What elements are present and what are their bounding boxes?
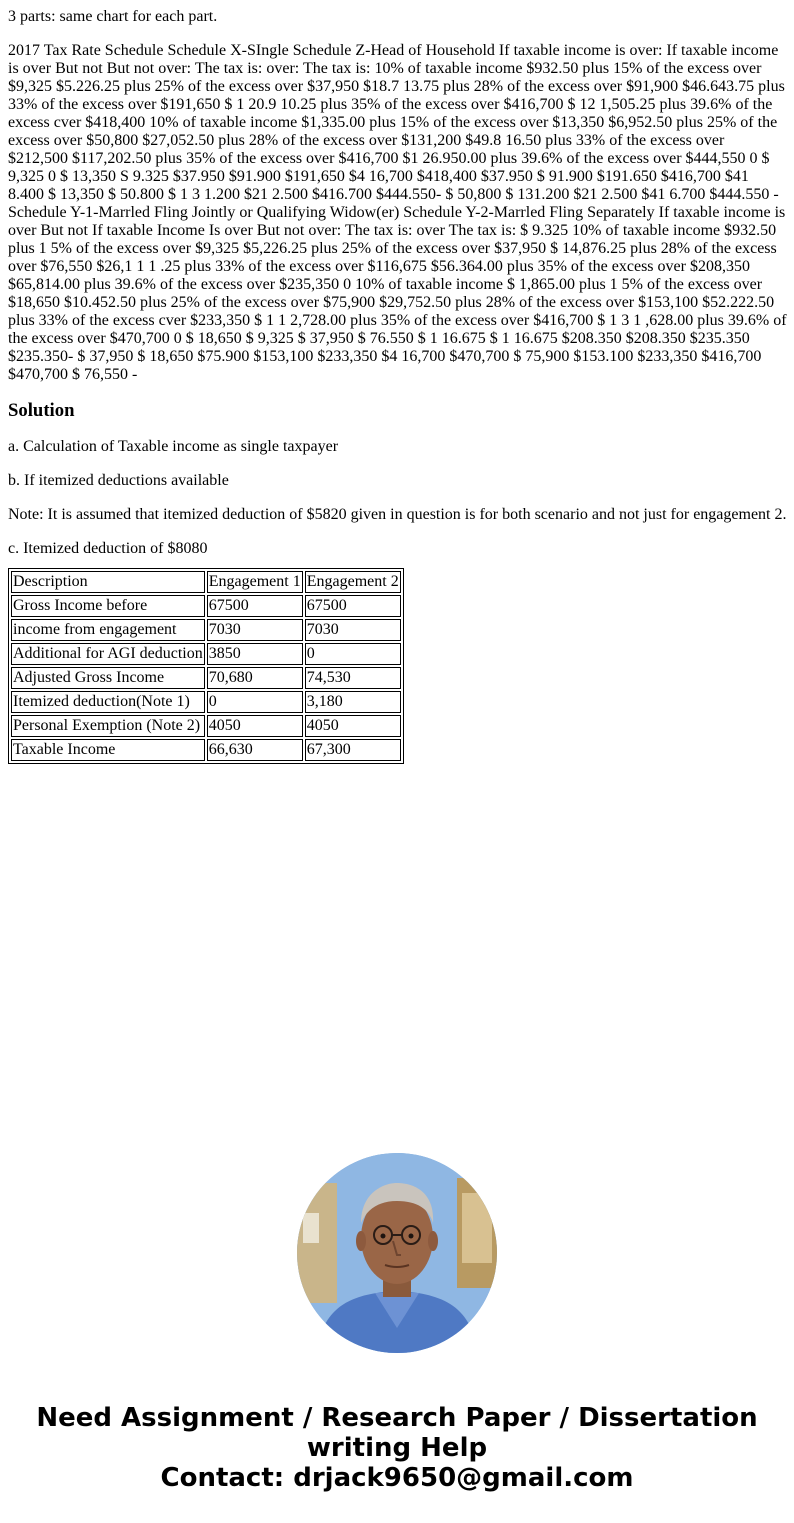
question-intro: 3 parts: same chart for each part. [8,8,218,25]
tutor-portrait-image [297,1153,497,1353]
solution-heading: Solution [8,400,75,421]
table-cell: 4050 [305,715,401,737]
table-cell: 67,300 [305,739,401,761]
table-row [11,595,401,617]
solution-part-b: b. If itemized deductions available [8,472,229,489]
table-cell: 7030 [207,619,303,641]
table-cell: 7030 [305,619,401,641]
table-cell: 0 [305,643,401,665]
table-row [11,643,401,665]
solution-part-c: c. Itemized deduction of $8080 [8,540,208,557]
table-header-row [11,571,401,593]
header-cell: Engagement 1 [207,571,303,593]
solution-part-a: a. Calculation of Taxable income as single taxpayer [8,438,339,455]
taxable-income-table [8,568,404,764]
document-body [8,8,788,764]
table-cell: Taxable Income [11,739,205,761]
table-cell: 66,630 [207,739,303,761]
table-cell: Gross Income before [11,595,205,617]
table-cell: Personal Exemption (Note 2) [11,715,205,737]
table-cell: 67500 [305,595,401,617]
table-row [11,619,401,641]
table-cell: 3850 [207,643,303,665]
table-row [11,691,401,713]
table-cell: Additional for AGI deduction [11,643,205,665]
table-row [11,739,401,761]
header-cell: Engagement 2 [305,571,401,593]
table-cell: 3,180 [305,691,401,713]
table-cell: 0 [207,691,303,713]
banner-line-2: writing Help [306,1433,488,1463]
banner-contact-line: Contact: drjack9650@gmail.com [160,1463,634,1493]
table-cell: Adjusted Gross Income [11,667,205,689]
header-cell: Description [11,571,205,593]
banner-line-1: Need Assignment / Research Paper / Dissertation [36,1403,758,1433]
table-row [11,667,401,689]
table-row [11,715,401,737]
solution-note: Note: It is assumed that itemized deduction of $5820 given in question is for both scenario and not just for engagement 2. [8,506,787,523]
table-cell: 4050 [207,715,303,737]
tax-schedule-text: 2017 Tax Rate Schedule Schedule X-SIngle Schedule Z-Head of Household If taxable income is over: If taxable income is over But not But not over: The tax is: over: The tax is: 10% of taxable income $932.50 plus 15% of the excess over $9,325 $5.226.25 plus 25% of the excess over $37,950 $18.7 13.75 plus 28% of the excess over $91,900 $46.643.75 plus 33% of the excess over $191,650 $ 1 20.9 10.25 plus 35% of the excess over $416,700 $ 12 1,505.25 plus 39.6% of the excess cver $418,400 10% of taxable income $1,335.00 plus 15% of the excess over $13,350 $6,952.50 plus 25% of the excess over $50,800 $27,052.50 plus 28% of the excess over $131,200 $49.8 16.50 plus 33% of the excess over $212,500 $117,202.50 plus 35% of the excess over $416,700 $1 26.950.00 plus 39.6% of the excess over $444,550 0 $ 9,325 0 $ 13,350 S 9.325 $37.950 $91.900 $191,650 $4 16,700 $418,400 $37.950 $ 91.900 $191.650 $416,700 $41 8.400 $ 13,350 $ 50.800 $ 1 3 1.200 $21 2.500 $416.700 $444.550- $ 50,800 $ 131.200 $21 2.500 $41 6.700 $444.550 - Schedule Y-1-Marrled Fling Jointly or Qualifying Widow(er) Schedule Y-2-Marrled Fling Separately If taxable income is over But not If taxable Income Is over But not over: The tax is: over The tax is: $ 9.325 10% of taxable income $932.50 plus 1 5% of the excess over $9,325 $5,226.25 plus 25% of the excess over $37,950 $ 14,876.25 plus 28% of the excess over $76,550 $26,1 1 1 .25 plus 33% of the excess over $116,675 $56.364.00 plus 35% of the excess over $208,350 $65,814.00 plus 39.6% of the excess over $235,350 0 10% of taxable income $ 1,865.00 plus 1 5% of the excess over $18,650 $10.452.50 plus 25% of the excess over $75,900 $29,752.50 plus 28% of the excess over $153,100 $52.222.50 plus 33% of the excess cver $233,350 $ 1 1 2,728.00 plus 35% of the excess over $416,700 $ 1 3 1 ,628.00 plus 39.6% of the excess over $470,700 0 $ 18,650 $ 9,325 $ 37,950 $ 76.550 $ 1 16.675 $ 1 16.675 $208.350 $208.350 $235.350 $235.350- $ 37,950 $ 18,650 $75.900 $153,100 $233,350 $4 16,700 $470,700 $ 75,900 $153.100 $233,350 $416,700 $470,700 $ 76,550 - [8,42,787,383]
contact-banner [0,1403,794,1493]
table-cell: Itemized deduction(Note 1) [11,691,205,713]
table-cell: income from engagement [11,619,205,641]
table-cell: 70,680 [207,667,303,689]
table-cell: 74,530 [305,667,401,689]
tutor-avatar [297,1153,497,1353]
table-cell: 67500 [207,595,303,617]
